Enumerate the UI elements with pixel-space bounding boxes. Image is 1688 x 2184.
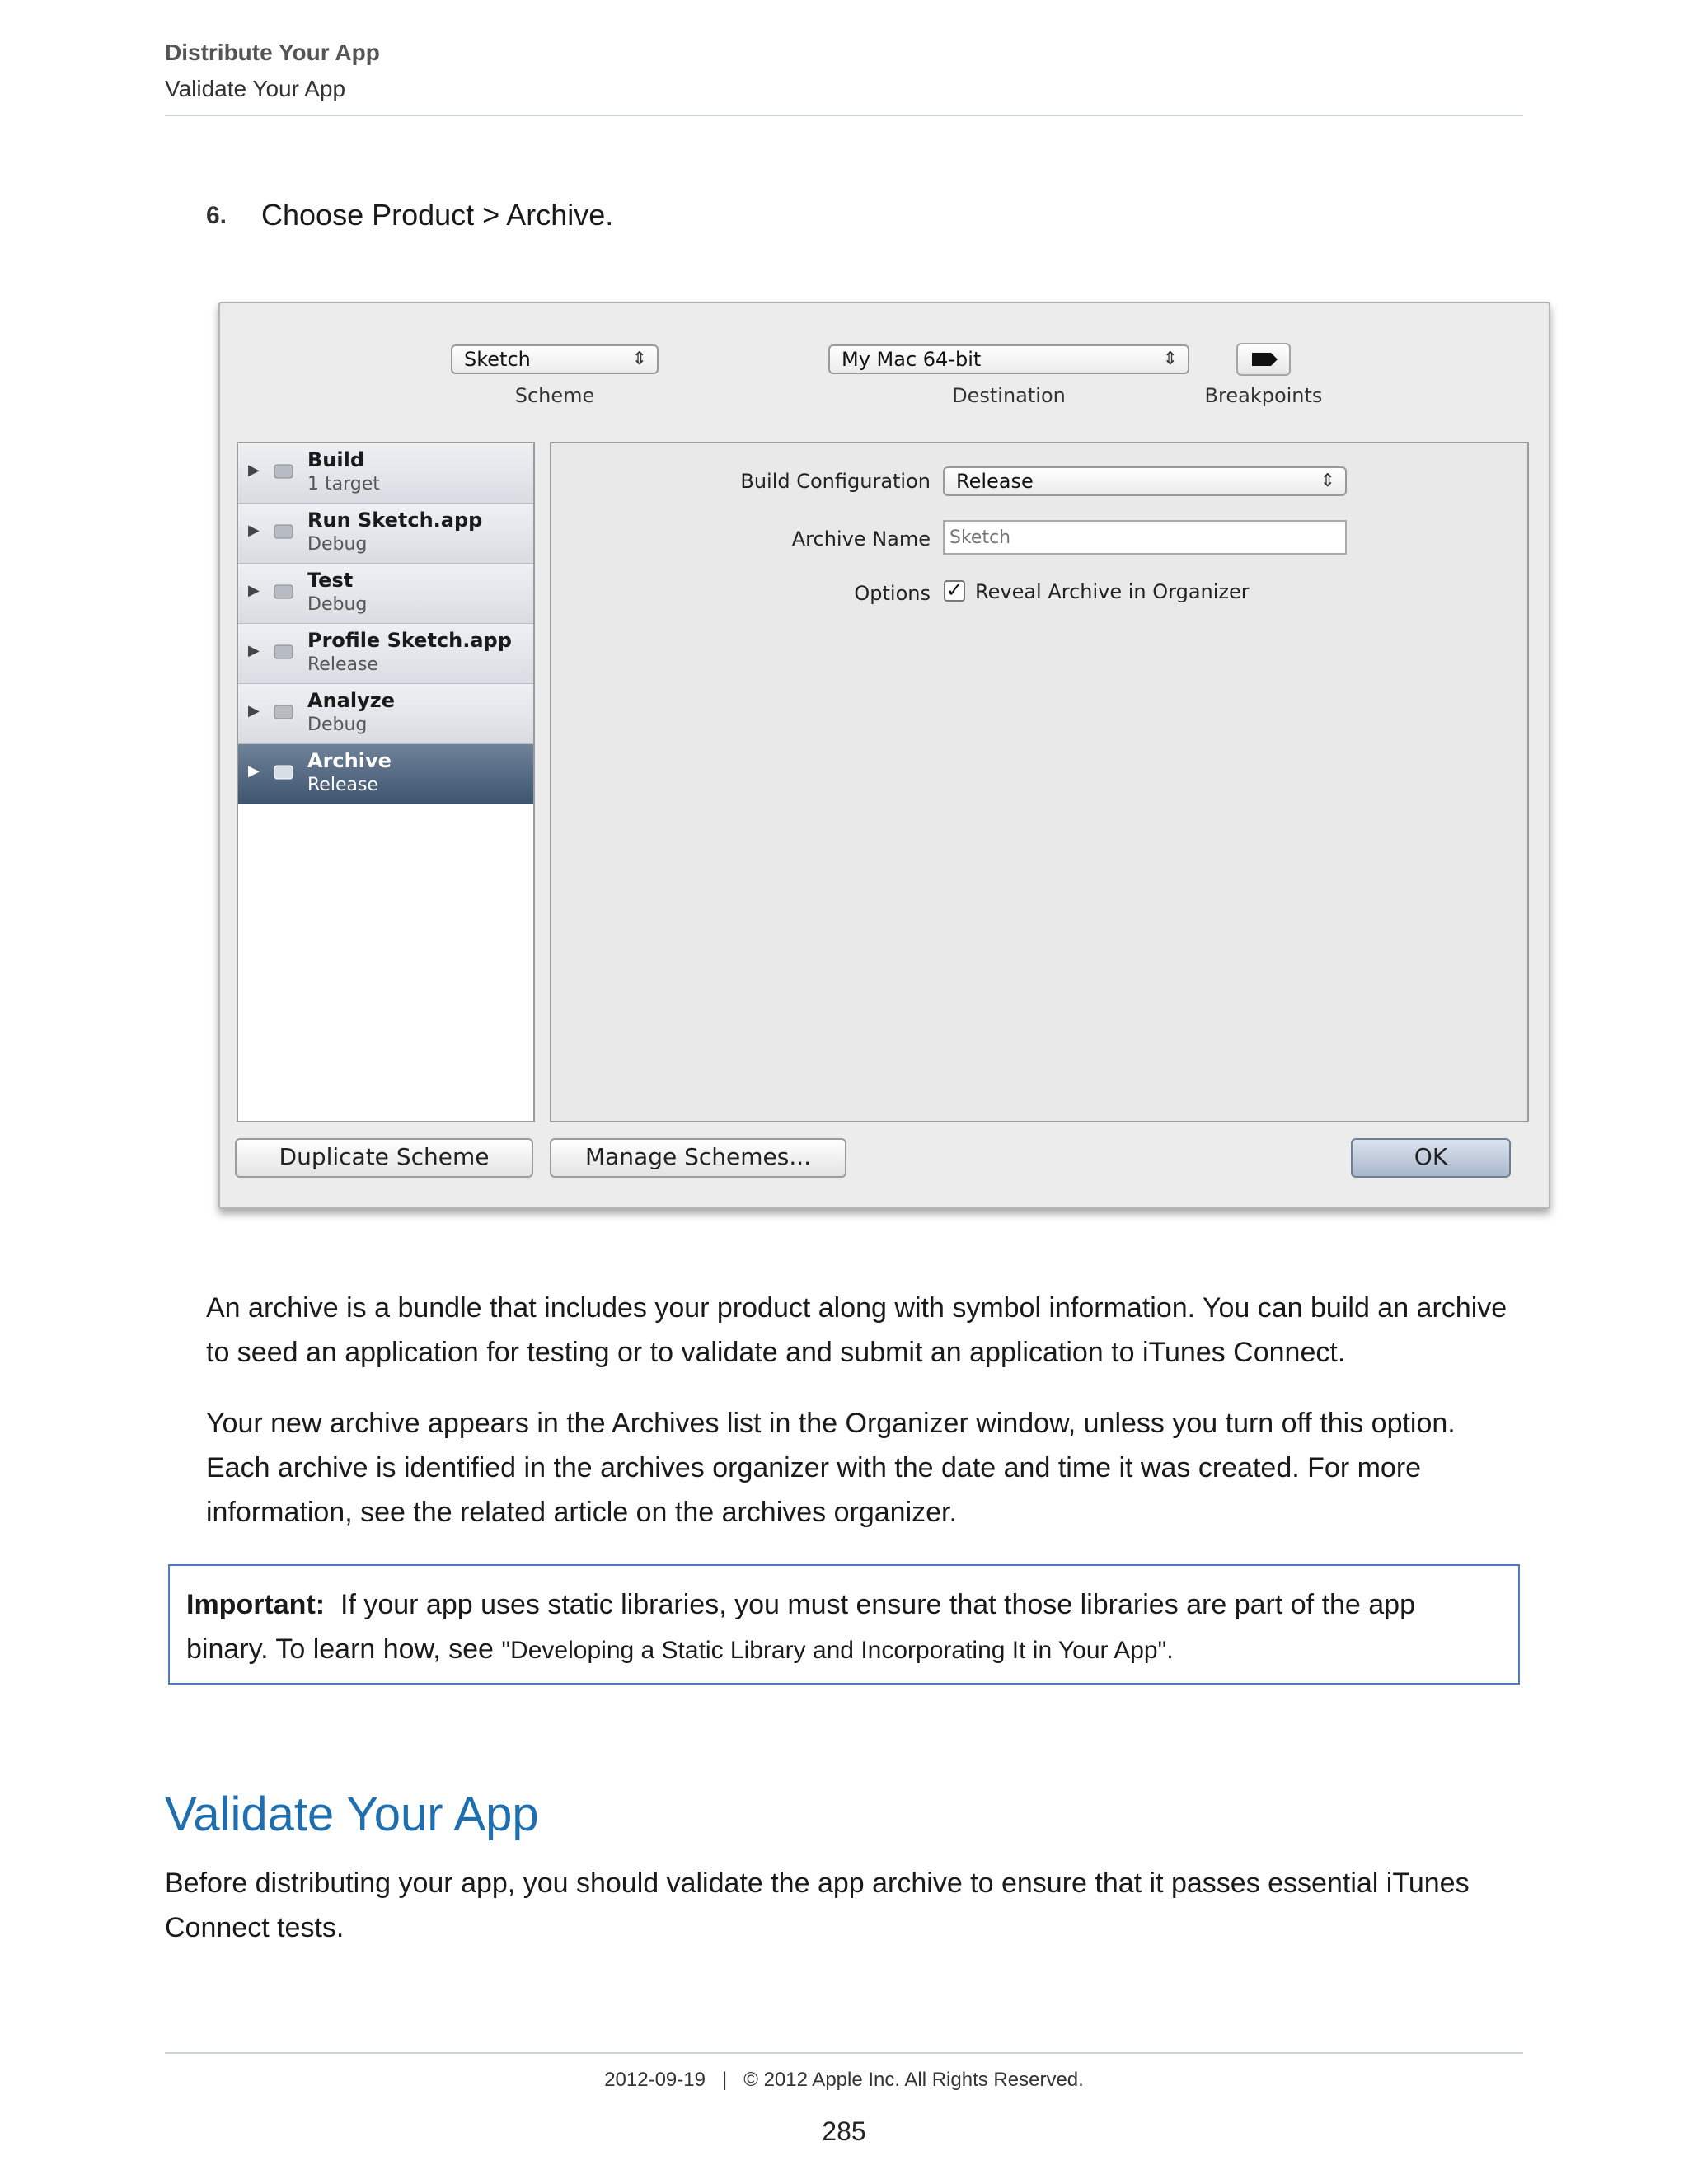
footer-date: 2012-09-19 — [604, 2069, 706, 2091]
duplicate-scheme-button[interactable]: Duplicate Scheme — [235, 1138, 533, 1178]
action-row-profile[interactable] — [238, 624, 533, 684]
action-row-build[interactable] — [238, 443, 533, 504]
destination-caption: Destination — [952, 384, 1066, 407]
important-callout — [168, 1564, 1520, 1685]
footer-separator: | — [721, 2069, 728, 2091]
section-title: Validate Your App — [165, 1788, 539, 1841]
breakpoints-caption: Breakpoints — [1204, 384, 1323, 407]
manage-schemes-button[interactable]: Manage Schemes... — [550, 1138, 846, 1178]
body-paragraph: Your new archive appears in the Archives list in the Organizer window, unless you turn off this option. Each archive is identified in the archives organizer with the date and time it was created. For more information, see the related article on the archives organizer. — [206, 1408, 1456, 1528]
action-subtitle: Debug — [307, 594, 368, 615]
profile-icon — [273, 642, 294, 662]
action-title: Analyze — [307, 689, 395, 712]
important-text: If your app uses static libraries, you must ensure that those libraries are part of the app binary. To learn how, see — [186, 1589, 1416, 1665]
build-configuration-popup[interactable] — [943, 466, 1347, 496]
ok-button[interactable]: OK — [1351, 1138, 1511, 1178]
build-configuration-value: Release — [956, 470, 1034, 493]
scheme-popup[interactable] — [451, 344, 659, 374]
destination-popup[interactable] — [828, 344, 1189, 374]
action-subtitle: Release — [307, 654, 378, 675]
action-row-test[interactable] — [238, 564, 533, 624]
section-body: Before distributing your app, you should validate the app archive to ensure that it passes essential iTunes Connect tests. — [165, 1868, 1470, 1943]
disclosure-triangle-icon[interactable]: ▶ — [248, 762, 260, 780]
disclosure-triangle-icon[interactable]: ▶ — [248, 462, 260, 479]
action-title: Test — [307, 569, 354, 592]
archive-name-input[interactable] — [943, 520, 1347, 555]
page-number: 285 — [822, 2116, 866, 2146]
disclosure-triangle-icon[interactable]: ▶ — [248, 702, 260, 719]
disclosure-triangle-icon[interactable]: ▶ — [248, 522, 260, 539]
destination-popup-value: My Mac 64-bit — [842, 348, 982, 371]
header-divider — [165, 115, 1523, 116]
running-header-section: Validate Your App — [165, 76, 346, 101]
archive-settings-pane — [550, 442, 1529, 1122]
scheme-action-list — [237, 442, 535, 1122]
action-title: Archive — [307, 749, 392, 772]
archive-icon — [273, 762, 294, 782]
disclosure-triangle-icon[interactable]: ▶ — [248, 642, 260, 659]
footer-text — [0, 2069, 1688, 2092]
run-icon — [273, 522, 294, 541]
action-subtitle: 1 target — [307, 474, 380, 494]
footer-copyright: © 2012 Apple Inc. All Rights Reserved. — [743, 2069, 1084, 2091]
disclosure-triangle-icon[interactable]: ▶ — [248, 582, 260, 599]
action-subtitle: Debug — [307, 715, 368, 735]
action-title: Run Sketch.app — [307, 509, 483, 532]
action-subtitle: Release — [307, 775, 378, 795]
action-row-archive[interactable] — [238, 744, 533, 804]
scheme-popup-value: Sketch — [464, 348, 531, 371]
build-configuration-label: Build Configuration — [740, 470, 931, 493]
footer-divider — [165, 2052, 1523, 2054]
popup-arrows-icon: ⇕ — [1320, 471, 1335, 491]
popup-arrows-icon: ⇕ — [1162, 349, 1178, 369]
build-icon — [273, 462, 294, 481]
important-label: Important: — [186, 1589, 326, 1620]
analyze-icon — [273, 702, 294, 722]
breakpoint-arrow-icon — [1251, 351, 1279, 368]
reveal-in-organizer-checkbox[interactable]: ✓ — [944, 580, 965, 602]
archive-name-label: Archive Name — [791, 527, 931, 551]
options-label: Options — [854, 582, 931, 605]
test-icon — [273, 582, 294, 602]
action-row-run[interactable] — [238, 504, 533, 564]
breakpoints-toggle[interactable] — [1236, 343, 1291, 376]
scheme-caption: Scheme — [514, 384, 595, 407]
running-header-chapter: Distribute Your App — [165, 40, 380, 65]
static-library-link[interactable]: "Developing a Static Library and Incorporating It in Your App". — [501, 1637, 1174, 1664]
step-text: Choose Product > Archive. — [261, 198, 614, 232]
action-subtitle: Debug — [307, 534, 368, 555]
action-title: Profile Sketch.app — [307, 629, 512, 652]
step-number: 6. — [206, 202, 227, 229]
action-row-analyze[interactable] — [238, 684, 533, 744]
scheme-editor-window — [218, 302, 1550, 1209]
action-title: Build — [307, 448, 365, 471]
reveal-in-organizer-label: Reveal Archive in Organizer — [975, 580, 1250, 603]
popup-arrows-icon: ⇕ — [631, 349, 647, 369]
body-paragraph: An archive is a bundle that includes your product along with symbol information. You can build an archive to seed an application for testing or to validate and submit an application to iTunes Connect. — [206, 1292, 1507, 1368]
